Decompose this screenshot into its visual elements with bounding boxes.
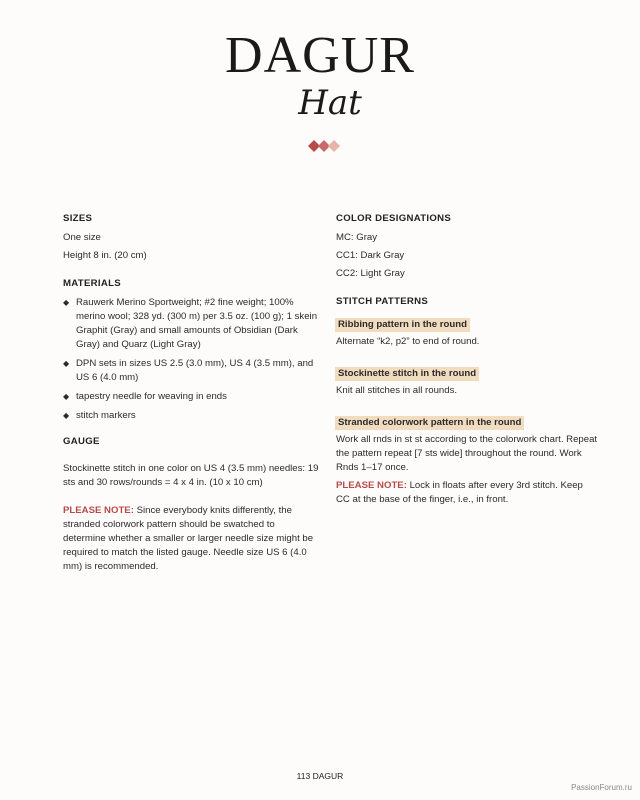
diamond-bullet-icon: ◆ xyxy=(63,411,70,420)
sizes-heading: SIZES xyxy=(63,213,93,224)
gauge-heading: GAUGE xyxy=(63,436,100,447)
page-subtitle: Hat xyxy=(298,83,362,123)
page-title: DAGUR xyxy=(225,27,415,84)
note-text: Since everybody knits differently, the stranded colorwork pattern should be swatched to determine whether a smaller or larger needle size might be required to match the listed gauge. Needle size US 6 (4.0 mm) is recommended. xyxy=(63,505,314,572)
diamond-ornament xyxy=(308,140,348,152)
size-line: One size xyxy=(63,232,101,243)
stockinette-pattern-text: Knit all stitches in all rounds. xyxy=(336,385,458,396)
watermark: PassionForum.ru xyxy=(571,783,632,792)
list-item: ◆ DPN sets in sizes US 2.5 (3.0 mm), US 4 (3.5 mm), and US 6 (4.0 mm) xyxy=(63,358,314,383)
diamond-bullet-icon: ◆ xyxy=(63,298,70,307)
please-note-paragraph xyxy=(336,479,598,507)
note-label: PLEASE NOTE: xyxy=(63,505,134,516)
color-line: CC2: Light Gray xyxy=(336,268,405,279)
color-designations-heading: COLOR DESIGNATIONS xyxy=(336,213,452,224)
size-line: Height 8 in. (20 cm) xyxy=(63,250,147,261)
diamond-icon-3 xyxy=(328,140,340,152)
ribbing-pattern-text: Alternate “k2, p2” to end of round. xyxy=(336,336,480,347)
list-item: ◆ tapestry needle for weaving in ends xyxy=(63,391,227,402)
please-note-paragraph xyxy=(63,504,319,574)
right-column xyxy=(336,212,598,511)
diamond-bullet-icon: ◆ xyxy=(63,392,70,401)
stranded-pattern-title: Stranded colorwork pattern in the round xyxy=(335,416,524,430)
note-text: Lock in floats after every 3rd stitch. Keep CC at the base of the finger, i.e., in front. xyxy=(336,480,583,505)
ribbing-pattern-title: Ribbing pattern in the round xyxy=(335,318,470,332)
gauge-text: Stockinette stitch in one color on US 4 (3.5 mm) needles: 19 sts and 30 rows/rounds = 4 x 4 in. (10 x 10 cm) xyxy=(63,463,319,488)
footer-section: DAGUR xyxy=(312,771,344,781)
list-item: ◆ stitch markers xyxy=(63,410,136,421)
left-column xyxy=(63,212,319,578)
stockinette-pattern-title: Stockinette stitch in the round xyxy=(335,367,479,381)
list-item: ◆ Rauwerk Merino Sportweight; #2 fine weight; 100% merino wool; 328 yd. (300 m) per 3.5 oz. (100 g); 1 skein Graphit (Gray) and small amounts of Obsidian (Dark Gray) and Quarz (Light Gray) xyxy=(63,297,318,350)
stranded-pattern-text: Work all rnds in st st according to the colorwork chart. Repeat the pattern repeat [7 sts wide] throughout the round. Work Rnds 1–17 once. xyxy=(336,434,598,473)
materials-heading: MATERIALS xyxy=(63,278,121,289)
materials-list xyxy=(63,296,319,423)
color-line: CC1: Dark Gray xyxy=(336,250,405,261)
color-line: MC: Gray xyxy=(336,232,378,243)
diamond-bullet-icon: ◆ xyxy=(63,359,70,368)
stitch-patterns-heading: STITCH PATTERNS xyxy=(336,296,429,307)
page-footer xyxy=(0,771,640,781)
page-number: 113 xyxy=(296,771,311,781)
note-label: PLEASE NOTE: xyxy=(336,480,407,491)
